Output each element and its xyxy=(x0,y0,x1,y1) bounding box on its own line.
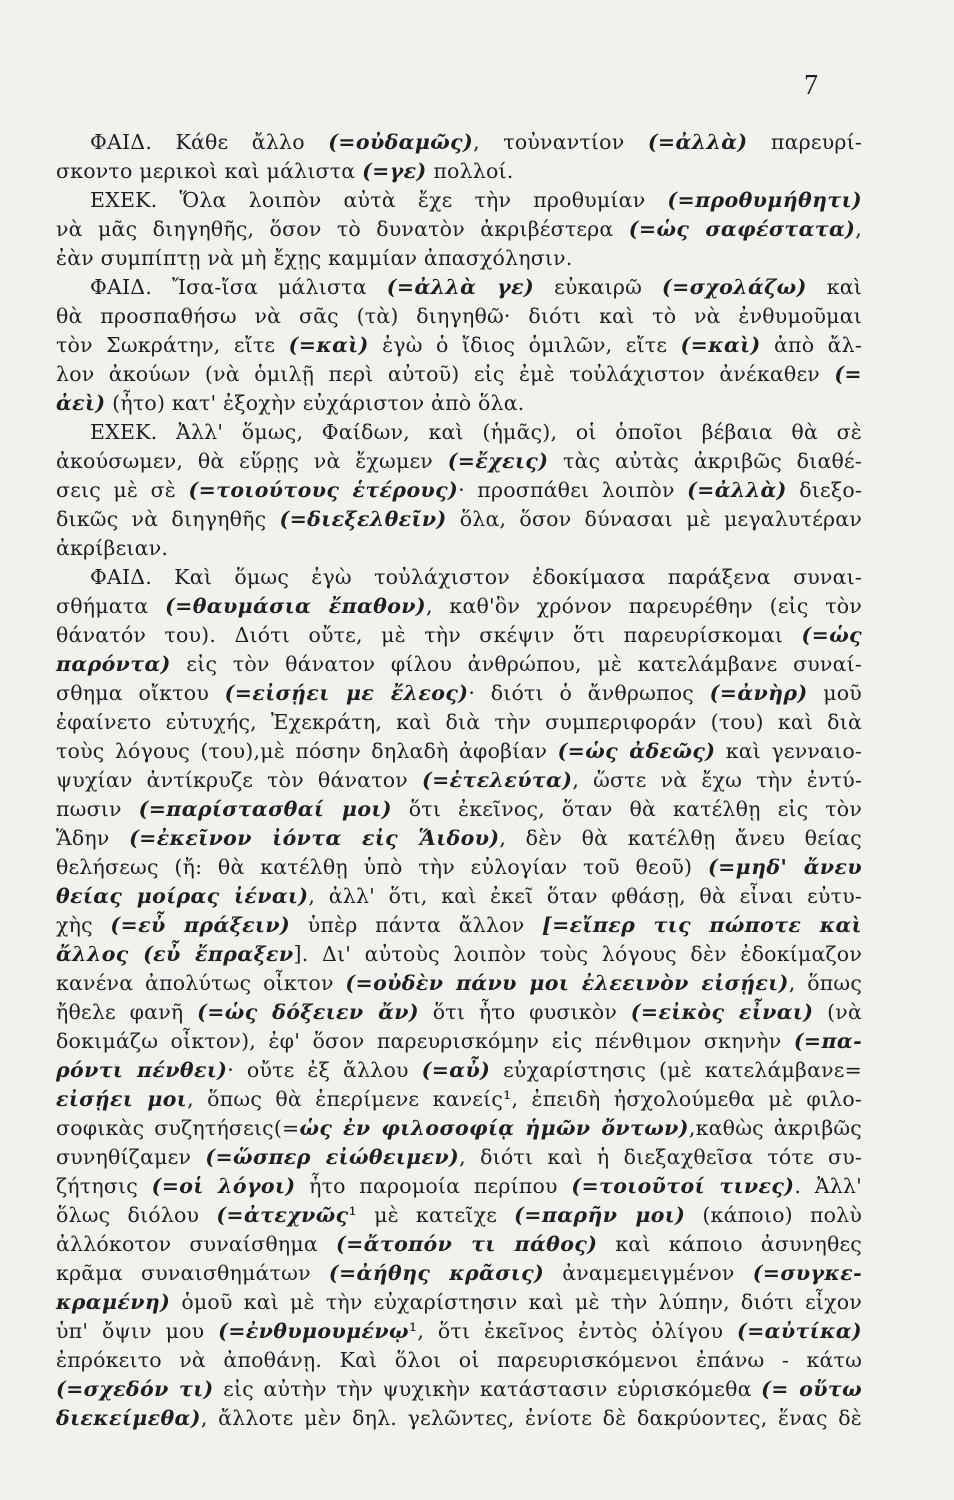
gloss-text: ἄλλος (εὖ ἔπραξεν xyxy=(56,942,294,966)
text-line xyxy=(56,708,862,737)
text-line xyxy=(56,1143,862,1172)
gloss-text: (=ὡς σαφέστατα) xyxy=(628,217,856,241)
text-segment: λον ἀκούων (νὰ ὁμιλῇ περὶ αὐτοῦ) εἰς ἐμὲ τοὐλάχιστον ἀνέκαθεν xyxy=(56,362,835,386)
gloss-text: (=γε) xyxy=(362,159,427,183)
text-segment: πωσιν xyxy=(56,797,139,821)
gloss-text: (=ἀήθης κρᾶσις) xyxy=(328,1261,545,1285)
text-segment: , ὅπως xyxy=(788,971,863,995)
text-segment: θὰ προσπαθήσω νὰ σᾶς (τὰ) διηγηθῶ· διότι καὶ τὸ νὰ ἐνθυμοῦμαι xyxy=(56,304,862,328)
text-line xyxy=(56,215,862,244)
text-segment: εὐχαρίστησις (μὲ κατελάμβανε= xyxy=(490,1058,862,1082)
text-line xyxy=(56,1114,862,1143)
text-line xyxy=(56,418,862,447)
gloss-text: (=ἐνθυμουμένῳ xyxy=(218,1319,409,1343)
text-segment: διεξο- xyxy=(786,478,862,502)
text-segment: (νὰ xyxy=(813,1000,862,1024)
gloss-text: ρόντι πένθει) xyxy=(56,1058,228,1082)
text-line xyxy=(56,157,862,186)
text-segment: ὅτι ἦτο φυσικὸν xyxy=(419,1000,631,1024)
text-segment: ἐγὼ ὁ ἴδιος ὁμιλῶν, εἴτε xyxy=(368,333,681,357)
text-line xyxy=(56,360,862,389)
text-line xyxy=(56,534,862,563)
text-segment: καὶ xyxy=(806,275,862,299)
gloss-text: (=ἀλλὰ) xyxy=(647,130,748,154)
gloss-text: (=παρίστασθαί μοι) xyxy=(138,797,392,821)
gloss-text: (= οὕτω xyxy=(761,1377,862,1401)
text-segment: (ἦτο) κατ' ἐξοχὴν εὐχάριστον ἀπὸ ὅλα. xyxy=(105,391,525,415)
text-segment: ΦΑΙΔ. Κάθε ἄλλο xyxy=(90,130,329,154)
text-line xyxy=(56,331,862,360)
text-line xyxy=(56,1288,862,1317)
gloss-text: (=ὡς ἀδεῶς) xyxy=(557,739,716,763)
text-line xyxy=(56,737,862,766)
gloss-text: παρόντα) xyxy=(56,652,171,676)
gloss-text: κραμένη) xyxy=(56,1290,171,1314)
text-line xyxy=(56,244,862,273)
gloss-text: (=θαυμάσια ἔπαθον) xyxy=(165,594,427,618)
text-segment: καὶ γενναιο- xyxy=(715,739,862,763)
text-segment: ἤθελε φανῆ xyxy=(56,1000,198,1024)
text-line xyxy=(56,592,862,621)
text-line xyxy=(56,1201,862,1230)
text-segment: ὅλα, ὅσον δύνασαι μὲ μεγαλυτέραν xyxy=(446,507,862,531)
text-segment: ἦτο παρομοία περίπου xyxy=(295,1174,572,1198)
text-segment: . Ἀλλ' xyxy=(794,1174,862,1198)
text-segment: , ἀλλ' ὅτι, καὶ ἐκεῖ ὅταν φθάσῃ, θὰ εἶναι εὐτυ- xyxy=(308,884,862,908)
gloss-text: ἀεὶ) xyxy=(56,391,106,415)
text-line xyxy=(56,1317,862,1346)
gloss-text: (=ἀλλὰ γε) xyxy=(386,275,535,299)
text-line xyxy=(56,911,862,940)
text-line xyxy=(56,505,862,534)
gloss-text: (=ἐτελεύτα) xyxy=(421,768,573,792)
text-segment: ΕΧΕΚ. Ὅλα λοιπὸν αὐτὰ ἔχε τὴν προθυμίαν xyxy=(90,188,668,212)
text-segment: εἰς τὸν θάνατον φίλου ἀνθρώπου, μὲ κατελάμβανε συναί- xyxy=(170,652,862,676)
text-segment: σεις μὲ σὲ xyxy=(56,478,189,502)
gloss-text: (=τοιούτους ἑτέρους) xyxy=(188,478,459,502)
gloss-text: (=οἱ λόγοι) xyxy=(151,1174,296,1198)
gloss-text: (=ἐκεῖνον ἰόντα εἰς Ἅιδου) xyxy=(129,826,500,850)
text-segment: τοὺς λόγους (του),μὲ πόσην δηλαδὴ ἀφοβίαν xyxy=(56,739,558,763)
text-segment: σκοντο μερικοὶ καὶ μάλιστα xyxy=(56,159,363,183)
text-segment: δοκιμάζω οἶκτον), ἐφ' ὅσον παρευρισκόμην εἰς πένθιμον σκηνὴν xyxy=(56,1029,794,1053)
gloss-text: (=εἰκὸς εἶναι) xyxy=(630,1000,814,1024)
gloss-text: (=αὖ) xyxy=(421,1058,491,1082)
text-line xyxy=(56,128,862,157)
text-segment: ,καθὼς ἀκριβῶς xyxy=(688,1116,862,1140)
gloss-text: (=διεξελθεῖν) xyxy=(279,507,447,531)
text-segment: σθήματα xyxy=(56,594,166,618)
gloss-text: θείας μοίρας ἰέναι) xyxy=(56,884,309,908)
text-segment: ὅτι ἐκεῖνος, ὅταν θὰ κατέλθῃ εἰς τὸν xyxy=(391,797,862,821)
text-segment: καὶ κάποιο ἀσυνηθες xyxy=(597,1232,862,1256)
text-segment: (κάποιο) πολὺ xyxy=(685,1203,863,1227)
text-segment: ὑπ' ὄψιν μου xyxy=(56,1319,219,1343)
text-segment: ¹, ὅτι ἐκεῖνος ἐντὸς ὀλίγου xyxy=(408,1319,737,1343)
text-segment: παρευρί- xyxy=(747,130,862,154)
text-segment: ζήτησις xyxy=(56,1174,152,1198)
text-line xyxy=(56,389,862,418)
gloss-text: (=οὐδὲν πάνυ μοι ἐλεεινὸν εἰσῄει) xyxy=(345,971,789,995)
text-segment: ἀναμεμειγμένον xyxy=(544,1261,753,1285)
text-segment: , τοὐναντίον xyxy=(473,130,648,154)
text-segment: κρᾶμα συναισθημάτων xyxy=(56,1261,329,1285)
gloss-text: (=καὶ) xyxy=(680,333,761,357)
gloss-text: (=πα- xyxy=(793,1029,862,1053)
gloss-text: (=συγκε- xyxy=(752,1261,862,1285)
text-line xyxy=(56,1056,862,1085)
text-segment: ψυχίαν ἀντίκρυζε τὸν θάνατον xyxy=(56,768,422,792)
text-segment: Ἅδην xyxy=(56,826,130,850)
text-line xyxy=(56,563,862,592)
text-line xyxy=(56,1259,862,1288)
gloss-text: (=ἀτεχνῶς xyxy=(216,1203,349,1227)
text-line xyxy=(56,650,862,679)
text-line xyxy=(56,273,862,302)
text-line xyxy=(56,853,862,882)
text-segment: , ὥστε νὰ ἔχω τὴν ἐντύ- xyxy=(572,768,863,792)
text-segment: σοφικὰς συζητήσεις(= xyxy=(56,1116,300,1140)
text-line xyxy=(56,1172,862,1201)
text-segment: δικῶς νὰ διηγηθῆς xyxy=(56,507,280,531)
text-segment: ἀκούσωμεν, θὰ εὕρῃς νὰ ἔχωμεν xyxy=(56,449,448,473)
text-segment: ]. Δι' αὐτοὺς λοιπὸν τοὺς λόγους δὲν ἐδοκίμαζον xyxy=(293,942,862,966)
text-segment: συνηθίζαμεν xyxy=(56,1145,206,1169)
text-line xyxy=(56,679,862,708)
text-segment: ἐφαίνετο εὐτυχής, Ἐχεκράτη, καὶ διὰ τὴν συμπεριφοράν (του) καὶ διὰ xyxy=(56,710,862,734)
text-line xyxy=(56,1085,862,1114)
text-segment: · οὔτε ἐξ ἄλλου xyxy=(227,1058,422,1082)
text-segment: ὑπὲρ πάντα ἄλλον xyxy=(290,913,542,937)
gloss-text: (=σχεδόν τι) xyxy=(56,1377,214,1401)
body-text xyxy=(56,128,862,1433)
gloss-text: (=εὖ πράξειν) xyxy=(110,913,291,937)
gloss-text: (=μηδ' ἄνευ xyxy=(708,855,862,879)
text-line xyxy=(56,302,862,331)
text-segment: τὸν Σωκράτην, εἴτε xyxy=(56,333,289,357)
text-line xyxy=(56,476,862,505)
text-segment: εἰς αὐτὴν τὴν ψυχικὴν κατάστασιν εὑρισκόμεθα xyxy=(213,1377,762,1401)
gloss-text: εἰσῄει μοι xyxy=(56,1087,188,1111)
text-line xyxy=(56,1027,862,1056)
text-line xyxy=(56,795,862,824)
text-line xyxy=(56,1230,862,1259)
gloss-text: (=ὡς δόξειεν ἄν) xyxy=(197,1000,419,1024)
gloss-text: (=ἀνὴρ) xyxy=(709,681,808,705)
gloss-text: (=ἀλλὰ) xyxy=(687,478,787,502)
text-line xyxy=(56,186,862,215)
text-segment: θελήσεως (ἤ: θὰ κατέλθῃ ὑπὸ τὴν εὐλογίαν τοῦ θεοῦ) xyxy=(56,855,708,879)
text-line xyxy=(56,447,862,476)
text-line xyxy=(56,766,862,795)
text-segment: ὁμοῦ καὶ μὲ τὴν εὐχαρίστησιν καὶ μὲ τὴν λύπην, διότι εἶχον xyxy=(170,1290,862,1314)
gloss-text: (=ὡς xyxy=(801,623,862,647)
text-segment: ἐπρόκειτο νὰ ἀποθάνῃ. Καὶ ὅλοι οἱ παρευρισκόμενοι ἐπάνω - κάτω xyxy=(56,1348,862,1372)
text-line xyxy=(56,1346,862,1375)
text-line xyxy=(56,1404,862,1433)
gloss-text: διεκείμεθα) xyxy=(56,1406,201,1430)
text-segment: , διότι καὶ ἡ διεξαχθεῖσα τότε συ- xyxy=(459,1145,863,1169)
text-segment: , καθ'ὃν χρόνον παρευρέθην (εἰς τὸν xyxy=(426,594,862,618)
text-line xyxy=(56,998,862,1027)
gloss-text: (=αὐτίκα) xyxy=(736,1319,863,1343)
text-segment: εὐκαιρῶ xyxy=(534,275,663,299)
text-segment: μοῦ xyxy=(807,681,862,705)
text-segment: ΦΑΙΔ. Ἴσα-ἴσα μάλιστα xyxy=(90,275,387,299)
text-line xyxy=(56,1375,862,1404)
gloss-text: ὡς ἐν φιλοσοφίᾳ ἡμῶν ὄντων) xyxy=(299,1116,689,1140)
text-segment: ὅλως διόλου xyxy=(56,1203,217,1227)
text-segment: θάνατόν του). Διότι οὔτε, μὲ τὴν σκέψιν ὅτι παρευρίσκομαι xyxy=(56,623,802,647)
text-segment: , δὲν θὰ κατέλθῃ ἄνευ θείας xyxy=(499,826,862,850)
gloss-text: (=προθυμήθητι) xyxy=(667,188,862,212)
text-segment: · προσπάθει λοιπὸν xyxy=(458,478,688,502)
gloss-text: (= xyxy=(834,362,862,386)
text-segment: ἀπὸ ἄλ- xyxy=(760,333,862,357)
text-segment: ΦΑΙΔ. Καὶ ὅμως ἐγὼ τοὐλάχιστον ἐδοκίμασα παράξενα συναι- xyxy=(90,565,862,589)
text-line xyxy=(56,969,862,998)
text-line xyxy=(56,824,862,853)
text-line xyxy=(56,882,862,911)
text-segment: · διότι ὁ ἄνθρωπος xyxy=(468,681,710,705)
text-segment: χὴς xyxy=(56,913,111,937)
gloss-text: (=καὶ) xyxy=(288,333,369,357)
gloss-text: (=ἄτοπόν τι πάθος) xyxy=(336,1232,598,1256)
text-segment: , xyxy=(855,217,862,241)
text-segment: ἀκρίβειαν. xyxy=(56,536,169,560)
text-segment: τὰς αὐτὰς ἀκριβῶς διαθέ- xyxy=(548,449,862,473)
gloss-text: (=τοιοῦτοί τινες) xyxy=(571,1174,795,1198)
text-segment: σθημα οἴκτου xyxy=(56,681,225,705)
gloss-text: (=ἔχεις) xyxy=(447,449,549,473)
text-segment: πολλοί. xyxy=(426,159,514,183)
gloss-text: (=σχολάζω) xyxy=(662,275,807,299)
text-segment: νὰ μᾶς διηγηθῆς, ὅσον τὸ δυνατὸν ἀκριβέστερα xyxy=(56,217,629,241)
gloss-text: [=εἴπερ τις πώποτε καὶ xyxy=(541,913,862,937)
gloss-text: (=οὐδαμῶς) xyxy=(328,130,474,154)
gloss-text: (=ὥσπερ εἰώθειμεν) xyxy=(205,1145,460,1169)
text-segment: , ὅπως θὰ ἐπερίμενε κανείς¹, ἐπειδὴ ἠσχολούμεθα μὲ φιλο- xyxy=(187,1087,862,1111)
gloss-text: (=εἰσῄει με ἔλεος) xyxy=(224,681,469,705)
text-segment: ¹ μὲ κατεῖχε xyxy=(348,1203,515,1227)
text-segment: ΕΧΕΚ. Ἀλλ' ὅμως, Φαίδων, καὶ (ἡμᾶς), οἱ ὁποῖοι βέβαια θὰ σὲ xyxy=(90,420,862,444)
text-segment: ἀλλόκοτον συναίσθημα xyxy=(56,1232,337,1256)
gloss-text: (=παρῆν μοι) xyxy=(514,1203,686,1227)
text-line xyxy=(56,621,862,650)
text-segment: ἐὰν συμπίπτῃ νὰ μὴ ἔχῃς καμμίαν ἀπασχόλησιν. xyxy=(56,246,573,270)
text-line xyxy=(56,940,862,969)
page-number: 7 xyxy=(804,70,818,101)
text-segment: κανένα ἀπολύτως οἶκτον xyxy=(56,971,346,995)
text-segment: , ἄλλοτε μὲν δηλ. γελῶντες, ἐνίοτε δὲ δακρύοντες, ἕνας δὲ xyxy=(200,1406,862,1430)
